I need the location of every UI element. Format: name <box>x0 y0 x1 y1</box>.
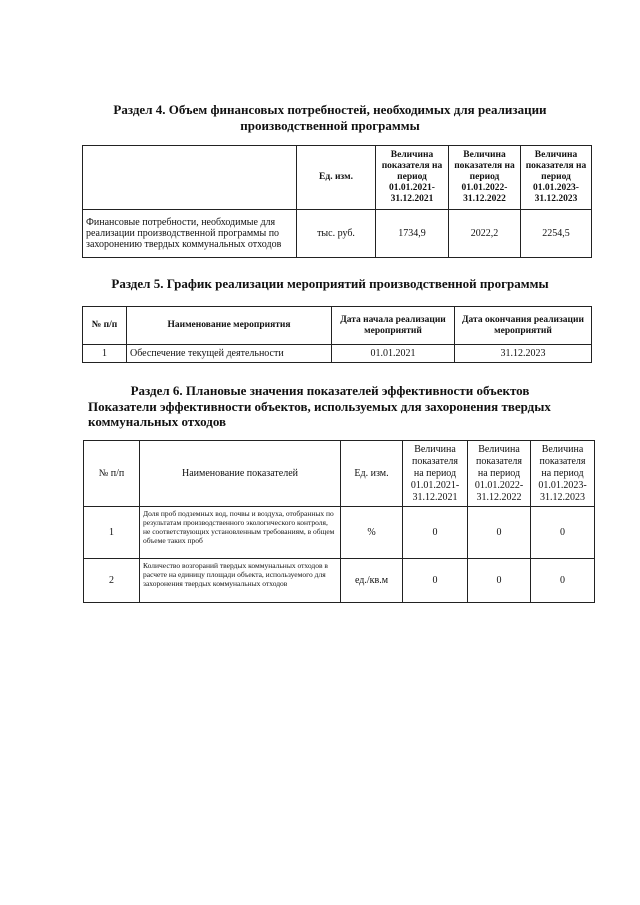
section4-header-unit: Ед. изм. <box>297 146 376 210</box>
section5-header-row <box>83 307 592 345</box>
section5-title: Раздел 5. График реализации мероприятий производственной программы <box>111 276 549 291</box>
section5-row-name: Обеспечение текущей деятельности <box>127 345 332 363</box>
section4-row-unit: тыс. руб. <box>297 210 376 258</box>
section6-header-num: № п/п <box>84 441 140 507</box>
section5-row-start: 01.01.2021 <box>332 345 455 363</box>
section6-header-unit: Ед. изм. <box>341 441 403 507</box>
section6-row1-2023: 0 <box>531 507 595 559</box>
section4-row-2022: 2022,2 <box>449 210 521 258</box>
section4-header-row <box>83 146 592 210</box>
section5-header-name: Наименование мероприятия <box>127 307 332 345</box>
section5-header-start: Дата начала реализации мероприятий <box>332 307 455 345</box>
section6-header-name: Наименование показателей <box>140 441 341 507</box>
section6-row2-2022: 0 <box>468 559 531 603</box>
section6-header-2021: Величина показателя на период 01.01.2021-31.12.2021 <box>403 441 468 507</box>
section6-title-line2: Показатели эффективности объектов, используемых для захоронения твердых <box>88 399 551 414</box>
section5-header-end: Дата окончания реализации мероприятий <box>455 307 592 345</box>
section6-row2-unit: ед./кв.м <box>341 559 403 603</box>
section6-row1-num: 1 <box>84 507 140 559</box>
section4-title-line2: производственной программы <box>240 118 420 133</box>
section4-row-2021: 1734,9 <box>376 210 449 258</box>
section6-row2-num: 2 <box>84 559 140 603</box>
section4-header-2022: Величина показателя на период 01.01.2022-31.12.2022 <box>449 146 521 210</box>
section4-row-2023: 2254,5 <box>521 210 592 258</box>
section4-title <box>80 102 580 134</box>
section4-title-line1: Раздел 4. Объем финансовых потребностей, необходимых для реализации <box>113 102 547 117</box>
section6-row2-name: Количество возгораний твердых коммунальных отходов в расчете на единицу площади объекта, используемого для захоронения твердых коммунальных отходов <box>140 559 341 603</box>
table-row <box>83 210 592 258</box>
section6-row1-name: Доля проб подземных вод, почвы и воздуха, отобранных по результатам производственного экологического контроля, не соответствующих установленным требованиям, в общем объеме таких проб <box>140 507 341 559</box>
section4-row-name: Финансовые потребности, необходимые для реализации производственной программы по захоронению твердых коммунальных отходов <box>83 210 297 258</box>
section4-header-name <box>83 146 297 210</box>
section6-table <box>83 440 595 603</box>
section6-row2-2021: 0 <box>403 559 468 603</box>
section6-header-row <box>84 441 595 507</box>
table-row <box>83 345 592 363</box>
section6-title-line3: коммунальных отходов <box>88 414 227 429</box>
table-row <box>84 559 595 603</box>
section5-row-num: 1 <box>83 345 127 363</box>
section4-header-2023: Величина показателя на период 01.01.2023-31.12.2023 <box>521 146 592 210</box>
section5-header-num: № п/п <box>83 307 127 345</box>
section5-row-end: 31.12.2023 <box>455 345 592 363</box>
section4-table <box>82 145 592 258</box>
section6-header-2023: Величина показателя на период 01.01.2023-31.12.2023 <box>531 441 595 507</box>
section6-row1-unit: % <box>341 507 403 559</box>
section4-header-2021: Величина показателя на период 01.01.2021-31.12.2021 <box>376 146 449 210</box>
section6-row1-2022: 0 <box>468 507 531 559</box>
section6-row1-2021: 0 <box>403 507 468 559</box>
section6-row2-2023: 0 <box>531 559 595 603</box>
section6-header-2022: Величина показателя на период 01.01.2022-31.12.2022 <box>468 441 531 507</box>
section5-table <box>82 306 592 363</box>
table-row <box>84 507 595 559</box>
section6-title-line1: Раздел 6. Плановые значения показателей эффективности объектов <box>130 383 530 398</box>
